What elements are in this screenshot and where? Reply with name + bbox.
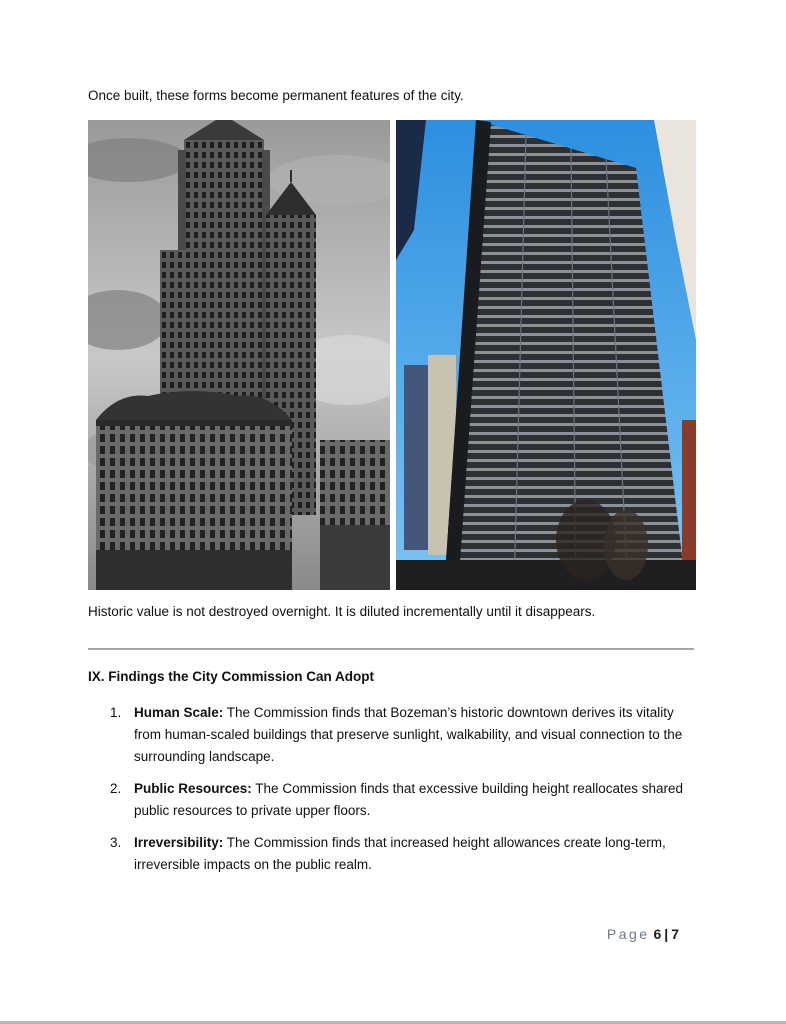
section-divider <box>88 648 694 650</box>
finding-item <box>110 702 700 768</box>
finding-text: The Commission finds that excessive building height reallocates shared public resources to private upper floors. <box>134 781 684 818</box>
page-number: 6 <box>653 926 662 942</box>
image-caption: Historic value is not destroyed overnight. It is diluted incrementally until it disappears. <box>88 604 596 619</box>
finding-number: 2. <box>110 781 122 796</box>
finding-term: Human Scale: <box>134 705 224 720</box>
lead-paragraph: Once built, these forms become permanent features of the city. <box>88 88 464 103</box>
finding-text: The Commission finds that increased height allowances create long-term, irreversible impacts on the public realm. <box>134 835 666 872</box>
section-heading: IX. Findings the City Commission Can Adopt <box>88 669 375 684</box>
finding-number: 1. <box>110 705 122 720</box>
findings-list <box>110 702 700 886</box>
finding-term: Irreversibility: <box>134 835 224 850</box>
finding-term: Public Resources: <box>134 781 252 796</box>
historic-skyscraper-photo <box>88 120 390 590</box>
finding-item <box>110 778 700 822</box>
finding-number: 3. <box>110 835 122 850</box>
page-label: Page <box>606 926 650 942</box>
page-footer <box>607 926 679 942</box>
modern-tower-photo <box>396 120 696 590</box>
page-separator: | <box>664 926 669 942</box>
total-pages: 7 <box>671 926 679 942</box>
finding-item <box>110 832 700 876</box>
finding-text: The Commission finds that Bozeman’s historic downtown derives its vitality from human-scaled buildings that preserve sunlight, walkability, and visual connection to the surrounding landscape. <box>134 705 683 764</box>
